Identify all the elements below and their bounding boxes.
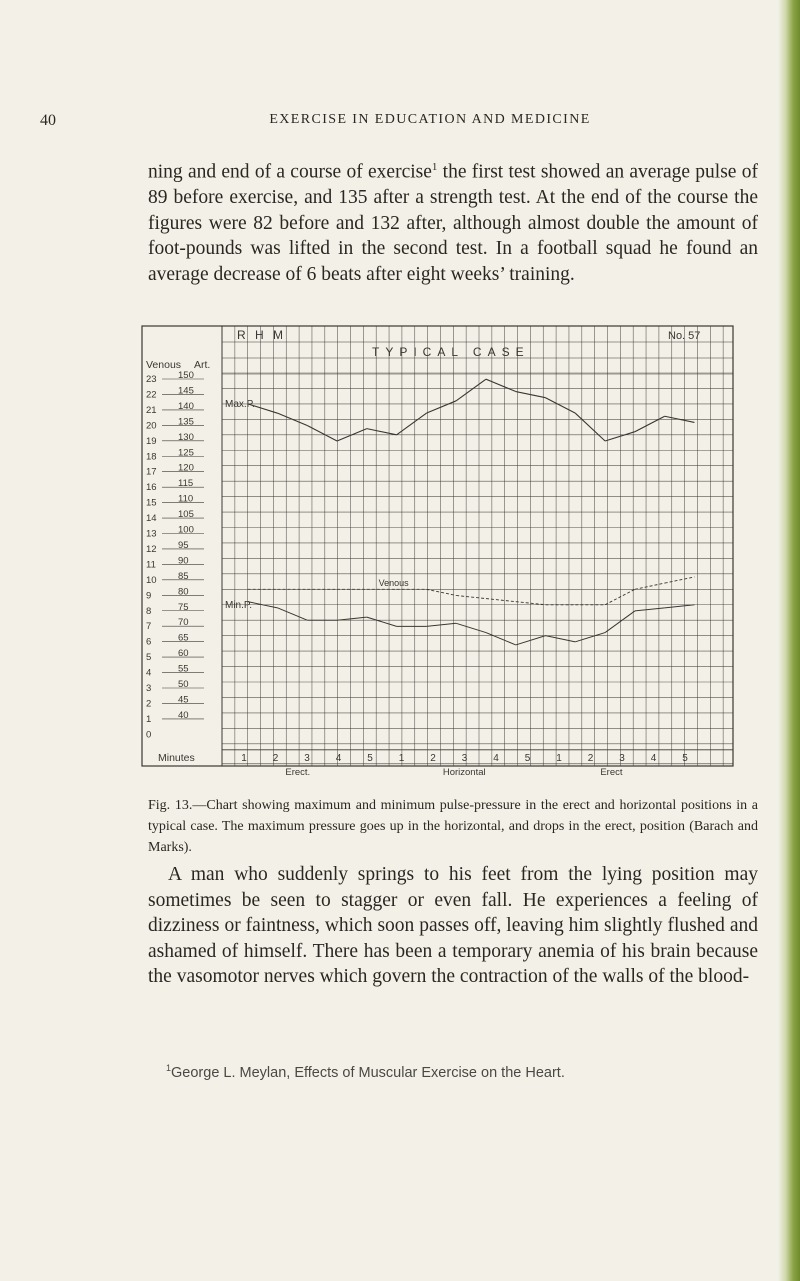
series-1-segment (426, 623, 456, 626)
arterial-tick-label: 45 (178, 694, 189, 706)
series-1-segment (486, 633, 516, 645)
max-pressure-label: Max.P. (225, 398, 255, 410)
venous-tick-label: 1 (146, 713, 152, 725)
venous-tick-label: 8 (146, 605, 152, 617)
arterial-tick-label: 85 (178, 570, 189, 582)
arterial-tick-label: 90 (178, 555, 189, 567)
venous-tick-label: 16 (146, 482, 157, 494)
footnote-mark: 1 (166, 1063, 172, 1073)
series-0-segment (456, 379, 486, 401)
case-label: TYPICAL CASE (372, 345, 530, 359)
footnote (166, 1063, 766, 1081)
venous-tick-label: 19 (146, 435, 157, 447)
minute-tick-label: 5 (524, 752, 531, 764)
venous-tick-label: 17 (146, 466, 157, 478)
position-phase-label: Erect. (285, 766, 311, 778)
arterial-tick-label: 120 (178, 462, 194, 474)
minute-tick-label: 3 (461, 752, 468, 764)
min-pressure-label: Min.P. (225, 599, 253, 611)
minute-tick-label: 1 (241, 752, 247, 764)
venous-tick-label: 12 (146, 543, 157, 555)
series-1-segment (546, 636, 576, 642)
venous-tick-label: 23 (146, 374, 157, 385)
arterial-tick-label: 50 (178, 679, 189, 690)
position-phase-label: Erect (600, 766, 623, 778)
paragraph-1-text-b: the first test showed an average pulse of 89 before exercise, and 135 after a strength test. At the end of the course the figures were 82 before and 132 after, although almost double the amount of foot-pounds was lifted in the second test. In a football squad he found an average decrease of 6 beats after eight weeks’ training. (148, 161, 758, 285)
series-0-segment (486, 379, 516, 391)
arterial-tick-label: 70 (178, 617, 189, 629)
venous-tick-label: 21 (146, 404, 157, 416)
series-0-segment (397, 413, 427, 435)
minute-tick-label: 4 (493, 752, 499, 764)
running-head (40, 112, 690, 129)
venous-axis-label: Venous (146, 359, 182, 371)
arterial-tick-label: 110 (178, 493, 194, 505)
series-2-segment (486, 599, 516, 602)
minute-tick-label: 5 (682, 752, 688, 764)
minute-tick-label: 4 (650, 752, 657, 764)
minute-tick-label: 4 (335, 752, 342, 764)
arterial-tick-label: 125 (178, 447, 194, 459)
series-1-segment (367, 617, 397, 626)
series-1-segment (665, 605, 695, 608)
minute-tick-label: 2 (430, 752, 436, 764)
venous-tick-label: 7 (146, 621, 152, 633)
series-0-segment (635, 416, 665, 431)
arterial-tick-label: 135 (178, 416, 194, 428)
series-2-segment (456, 595, 486, 598)
series-1-segment (605, 611, 635, 633)
venous-tick-label: 4 (146, 667, 152, 679)
arterial-axis-label: Art. (194, 359, 211, 371)
venous-tick-label: 5 (146, 652, 152, 664)
venous-tick-label: 9 (146, 590, 152, 602)
paragraph-2: A man who suddenly springs to his feet from the lying position may sometimes be seen to stagger or even fall. He experiences a feeling of dizziness or faintness, which soon passes off, leaving him slightly flushed and ashamed of himself. There has been a temporary anemia of his brain because the vasomotor nerves which govern the contraction of the walls of the blood- (148, 864, 758, 987)
venous-tick-label: 2 (146, 698, 152, 710)
position-phase-label: Horizontal (442, 766, 486, 778)
arterial-tick-label: 95 (178, 539, 189, 551)
series-0-segment (546, 398, 576, 413)
venous-tick-label: 3 (146, 683, 152, 694)
series-0-segment (575, 413, 605, 441)
footnote-reference[interactable]: 1 (431, 161, 438, 173)
series-2-segment (605, 589, 635, 604)
venous-tick-label: 14 (146, 513, 157, 525)
minutes-label: Minutes (158, 751, 195, 764)
paragraph-1 (148, 155, 758, 287)
minute-tick-label: 3 (304, 752, 310, 764)
figure-caption: Fig. 13.—Chart showing maximum and minimum pulse-pressure in the erect and horizontal positions in a typical case. The maximum pressure goes up in the horizontal, and drops in the erect, position (Barach and Marks). (148, 798, 758, 855)
series-1-segment (456, 623, 486, 632)
venous-tick-label: 22 (146, 389, 157, 401)
minute-tick-label: 1 (556, 752, 562, 764)
series-1-segment (337, 617, 367, 620)
arterial-tick-label: 140 (178, 400, 194, 412)
case-number-label: No. 57 (668, 330, 701, 342)
venous-tick-label: 10 (146, 574, 157, 586)
venous-tick-label: 0 (146, 729, 152, 741)
arterial-tick-label: 40 (178, 709, 189, 721)
minute-tick-label: 5 (367, 752, 373, 764)
minute-tick-label: 3 (619, 752, 625, 764)
series-1-segment (575, 633, 605, 642)
arterial-tick-label: 145 (178, 385, 194, 397)
page-binding-edge (778, 0, 800, 1281)
venous-tick-label: 15 (146, 497, 157, 509)
series-0-segment (367, 429, 397, 435)
venous-tick-label: 6 (146, 636, 152, 648)
series-0-segment (426, 401, 456, 413)
venous-tick-label: 20 (146, 420, 157, 432)
arterial-tick-label: 115 (178, 478, 194, 490)
venous-tick-label: 18 (146, 451, 157, 463)
minute-tick-label: 2 (272, 752, 279, 764)
series-2-segment (426, 589, 456, 595)
arterial-tick-label: 60 (178, 648, 189, 660)
chart-frame (142, 326, 733, 766)
series-2-segment (635, 583, 665, 589)
minute-tick-label: 1 (398, 752, 405, 764)
arterial-tick-label: 150 (178, 370, 194, 381)
venous-tick-label: 13 (146, 528, 157, 540)
pulse-pressure-chart-svg (138, 318, 738, 778)
header-initials: R H M (237, 328, 286, 342)
arterial-tick-label: 100 (178, 524, 194, 536)
arterial-tick-label: 105 (178, 509, 194, 521)
figure-13-chart (138, 318, 738, 778)
footnote-text: George L. Meylan, Effects of Muscular Exercise on the Heart. (171, 1064, 565, 1081)
series-0-segment (605, 432, 635, 441)
minute-tick-label: 2 (587, 752, 594, 764)
venous-tick-label: 11 (146, 559, 156, 571)
paragraph-1-text-a: ning and end of a course of exercise (148, 161, 432, 183)
arterial-tick-label: 75 (178, 601, 189, 613)
arterial-tick-label: 130 (178, 431, 194, 443)
venous-line-label: Venous (378, 578, 409, 589)
series-1-segment (635, 608, 665, 611)
arterial-tick-label: 80 (178, 586, 189, 598)
arterial-tick-label: 55 (178, 663, 189, 675)
series-1-segment (277, 608, 307, 620)
running-head-title: EXERCISE IN EDUCATION AND MEDICINE (269, 112, 591, 127)
arterial-tick-label: 65 (178, 632, 189, 644)
page-number: 40 (40, 112, 56, 129)
series-2-segment (665, 577, 695, 583)
